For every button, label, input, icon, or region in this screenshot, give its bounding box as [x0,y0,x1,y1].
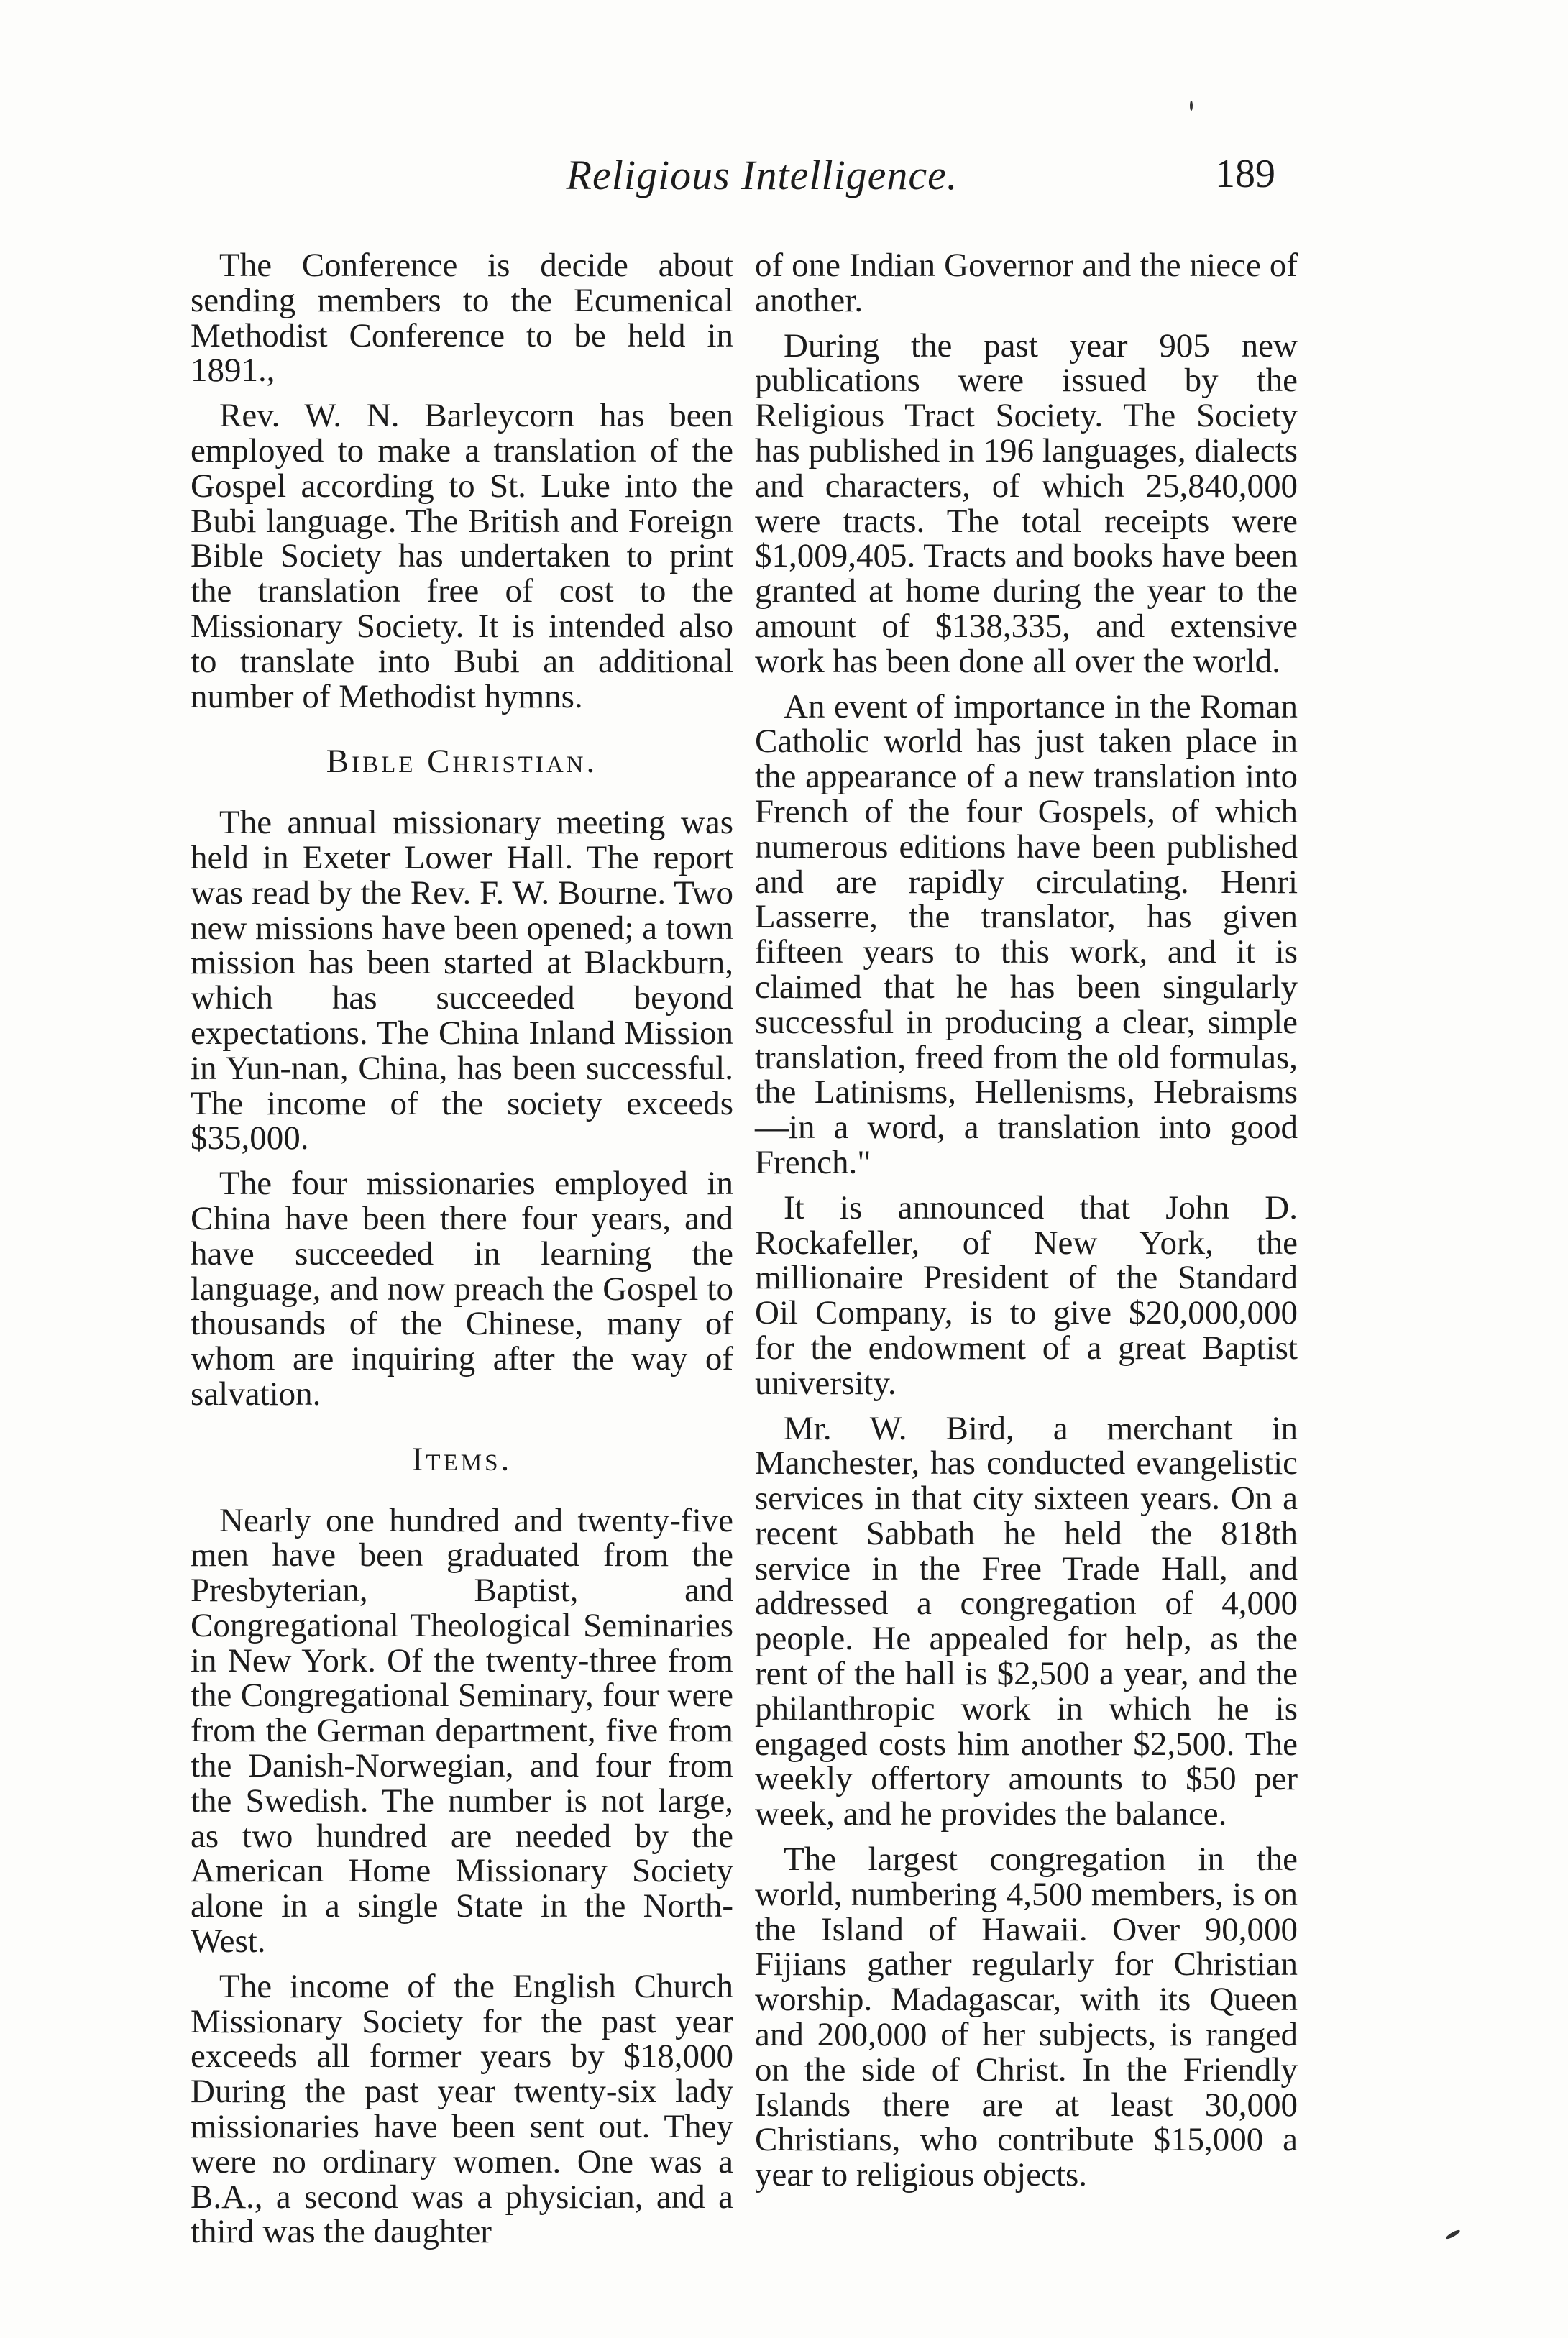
paragraph-china-missionaries: The four missionaries employed in China have been there four years, and have succeeded in learning the language, and now preach the Gospel to thousands of the Chinese, many of whom are inquiring after the way of salvation. [191,1165,733,1413]
paragraph-rockafeller: It is announced that John D. Rockafeller, of New York, the millionaire President of the Standard Oil Company, is to give $20,000,000 for the endowment of a great Baptist university. [755,1188,1298,1402]
paragraph-largest-congregation: The largest congregation in the world, numbering 4,500 members, is on the Island of Hawaii. Over 90,000 Fijians gather regularly for Christian worship. Madagascar, with its Queen and 200,000 of her subjects, is ranged on the side of Christ. In the Friendly Islands there are at least 30,000 Christians, who contribute $15,000 a year to religious objects. [755,1840,1298,2194]
paragraph-church-missionary-society: The income of the English Church Missionary Society for the past year exceeds all former years by $18,000 During the past year twenty-six lady missionaries have been sent out. They were no ordinary women. One was a B.A., a second was a physician, and a third was the daughter [191,1967,733,2251]
page-header-title: Religious Intelligence. [566,152,958,198]
page-number: 189 [1215,152,1275,196]
paragraph-french-gospels: An event of importance in the Roman Catholic world has just taken place in the appearance of a new translation into French of the four Gospels, of which numerous editions have been published and are rapidly circulating. Henri Lasserre, the translator, has given fifteen years to this work, and it is claimed that he has been singularly successful in producing a clear, simple translation, freed from the old formulas, the Latinisms, Hellenisms, Hebraisms—in a word, a translation into good French." [755,687,1298,1181]
paragraph-seminaries: Nearly one hundred and twenty-five men have been graduated from the Presbyterian, Baptist, and Congregational Theological Seminaries in New York. Of the twenty-three from the Congregational Seminary, four were from the German department, five from the Danish-Norwegian, and four from the Swedish. The number is not large, as two hundred are needed by the American Home Missionary Society alone in a single State in the North-West. [191,1501,733,1961]
scan-speck [1445,2229,1461,2240]
paragraph-conference: The Conference is decide about sending members to the Ecumenical Methodist Conference to be held in 1891., [191,247,733,390]
section-heading-items: Items. [411,1440,513,1478]
paragraph-continuation: of one Indian Governor and the niece of another. [755,247,1298,319]
right-column [755,248,1298,2203]
paragraph-barleycorn: Rev. W. N. Barleycorn has been employed to make a translation of the Gospel according to St. Luke into the Bubi language. The British and Foreign Bible Society has undertaken to print the translation free of cost to the Missionary Society. It is intended also to translate into Bubi an additional number of Methodist hymns. [191,397,733,715]
section-heading-bible-christian: Bible Christian. [326,743,598,781]
paragraph-missionary-meeting: The annual missionary meeting was held in Exeter Lower Hall. The report was read by the Rev. F. W. Bourne. Two new missions have been opened; a town mission has been started at Blackburn, which has succeeded beyond expectations. The China Inland Mission in Yun-nan, China, has been successful. The income of the society exceeds $35,000. [191,804,733,1157]
scan-speck [1190,101,1193,111]
paragraph-tract-society: During the past year 905 new publications were issued by the Religious Tract Society. The Society has published in 196 languages, dialects and characters, of which 25,840,000 were tracts. The total receipts were $1,009,405. Tracts and books have been granted at home during the year to the amount of $138,335, and extensive work has been done all over the world. [755,326,1298,680]
left-column [191,248,733,2260]
paragraph-bird-manchester: Mr. W. Bird, a merchant in Manchester, has conducted evangelistic services in that city sixteen years. On a recent Sabbath he held the 818th service in the Free Trade Hall, and addressed a congregation of 4,000 people. He appealed for help, as the rent of the hall is $2,500 a year, and the philanthropic work in which he is engaged costs him another $2,500. The weekly offertory amounts to $50 per week, and he provides the balance. [755,1409,1298,1833]
